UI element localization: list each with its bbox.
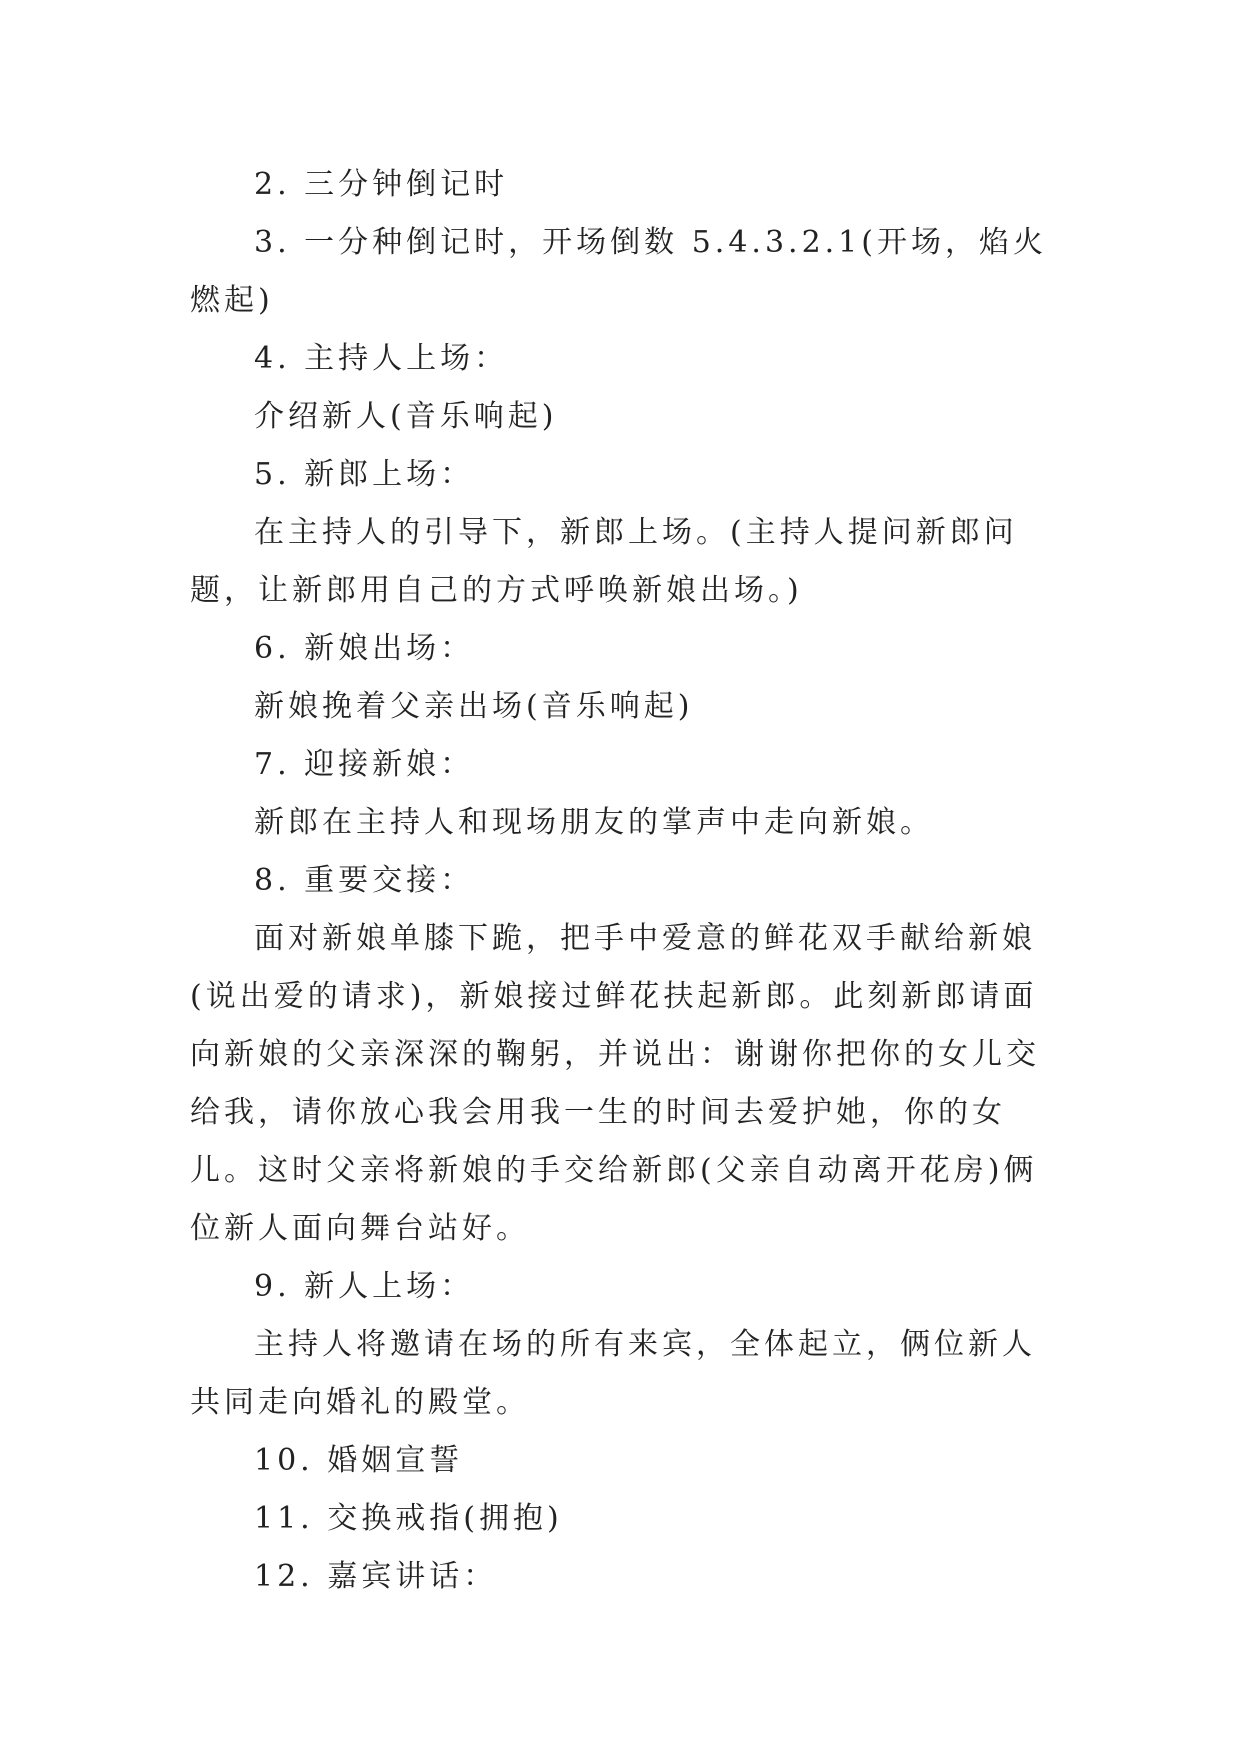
paragraph-handover-body: 面对新娘单膝下跪，把手中爱意的鲜花双手献给新娘(说出爱的请求)，新娘接过鲜花扶起新郎。此刻新郎请面向新娘的父亲深深的鞠躬，并说出：谢谢你把你的女儿交给我，请你放心我会用我一生的时间去爱护她，你的女儿。这时父亲将新娘的手交给新郎(父亲自动离开花房)俩位新人面向舞台站好。 [190, 921, 1040, 1246]
paragraph-groom-entrance-body: 在主持人的引导下，新郎上场。(主持人提问新郎问题，让新郎用自己的方式呼唤新娘出场。) [190, 515, 1018, 608]
paragraph-welcome-bride-heading: 7. 迎接新娘： [254, 747, 475, 782]
paragraph-vows: 10. 婚姻宣誓 [254, 1443, 464, 1478]
paragraph-welcome-bride-body: 新郎在主持人和现场朋友的掌声中走向新娘。 [254, 805, 934, 840]
paragraph-couple-entrance-body: 主持人将邀请在场的所有来宾，全体起立，俩位新人共同走向婚礼的殿堂。 [190, 1327, 1036, 1420]
paragraph-guest-speech: 12. 嘉宾讲话： [254, 1559, 498, 1594]
paragraph-bride-entrance-heading: 6. 新娘出场： [254, 631, 475, 666]
document-body [190, 156, 1050, 1606]
paragraph-countdown-3min: 2. 三分钟倒记时 [254, 167, 509, 202]
paragraph-host-entrance-heading: 4. 主持人上场： [254, 341, 509, 376]
paragraph-bride-entrance-body: 新娘挽着父亲出场(音乐响起) [254, 689, 694, 724]
paragraph-introduce-couple: 介绍新人(音乐响起) [254, 399, 558, 434]
paragraph-countdown-1min: 3. 一分种倒记时，开场倒数 5.4.3.2.1(开场，焰火燃起) [190, 225, 1047, 318]
paragraph-groom-entrance-heading: 5. 新郎上场： [254, 457, 475, 492]
paragraph-ring-exchange: 11. 交换戒指(拥抱) [254, 1501, 563, 1536]
paragraph-handover-heading: 8. 重要交接： [254, 863, 475, 898]
paragraph-couple-entrance-heading: 9. 新人上场： [254, 1269, 475, 1304]
